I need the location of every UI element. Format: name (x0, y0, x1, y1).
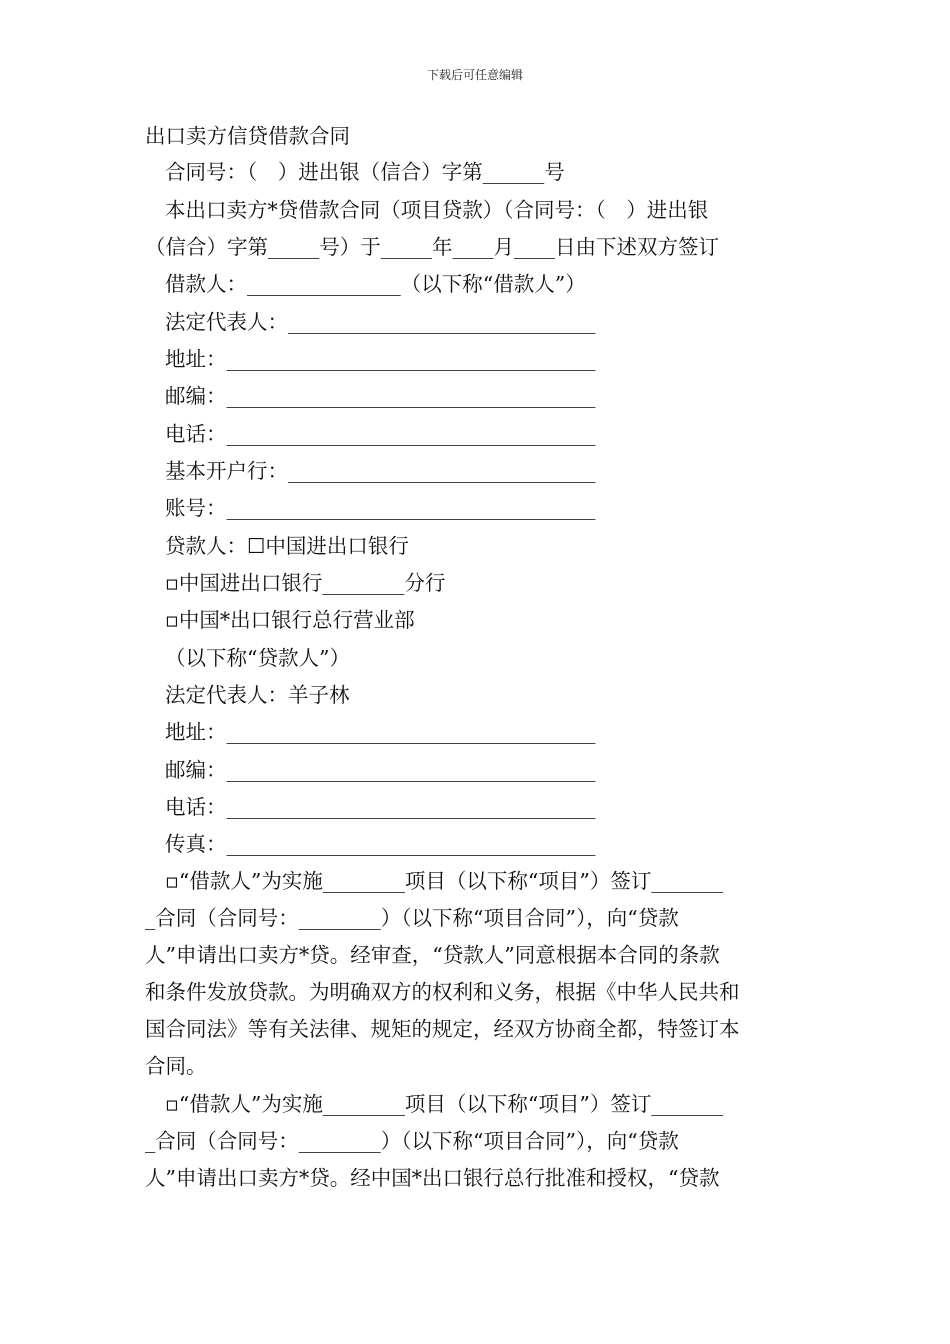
contract-number-line: 合同号：（ ）进出银（信合）字第______号 (165, 160, 565, 184)
paragraph-line: 合同。 (145, 1054, 207, 1078)
lender-representative-field: 法定代表人：羊子林 (165, 683, 350, 707)
lender-option-line: ▫中国*出口银行总行营业部 (165, 608, 415, 632)
paragraph-line: 人”申请出口卖方*贷。经审查，“贷款人”同意根据本合同的条款 (145, 943, 720, 967)
paragraph-line: ▫“借款人”为实施________项目（以下称“项目”）签订_______ (165, 869, 724, 893)
lender-fax-field: 传真：____________________________________ (165, 832, 596, 856)
borrower-postcode-field: 邮编：____________________________________ (165, 384, 596, 408)
paragraph-line: 人”申请出口卖方*贷。经中国*出口银行总行批准和授权，“贷款 (145, 1166, 720, 1190)
page-header-note: 下载后可任意编辑 (426, 68, 523, 82)
paragraph-line: （信合）字第_____号）于_____年____月____日由下述双方签订 (145, 235, 719, 259)
document-title: 出口卖方信贷借款合同 (145, 124, 350, 148)
paragraph-line: _合同（合同号：________）（以下称“项目合同”），向“贷款 (145, 906, 679, 930)
lender-alias-line: （以下称“贷款人”） (165, 646, 350, 670)
lender-option-line: 贷款人：☐中国进出口银行 (165, 534, 409, 558)
borrower-phone-field: 电话：____________________________________ (165, 422, 596, 446)
paragraph-line: 和条件发放贷款。为明确双方的权利和义务，根据《中华人民共和 (145, 980, 740, 1004)
paragraph-line: _合同（合同号：________）（以下称“项目合同”），向“贷款 (145, 1129, 679, 1153)
borrower-account-field: 账号：____________________________________ (165, 496, 596, 520)
lender-phone-field: 电话：____________________________________ (165, 795, 596, 819)
borrower-representative-field: 法定代表人：______________________________ (165, 310, 596, 334)
borrower-field: 借款人：_______________（以下称“借款人”） (165, 272, 586, 296)
lender-postcode-field: 邮编：____________________________________ (165, 758, 596, 782)
borrower-address-field: 地址：____________________________________ (165, 347, 596, 371)
paragraph-line: 国合同法》等有关法律、规矩的规定，经双方协商全都，特签订本 (145, 1017, 740, 1041)
lender-option-line: ▫中国进出口银行________分行 (165, 571, 446, 595)
paragraph-line: ▫“借款人”为实施________项目（以下称“项目”）签订_______ (165, 1092, 724, 1116)
borrower-bank-field: 基本开户行：______________________________ (165, 459, 596, 483)
paragraph-line: 本出口卖方*贷借款合同（项目贷款）（合同号：（ ）进出银 (165, 198, 709, 222)
lender-address-field: 地址：____________________________________ (165, 720, 596, 744)
